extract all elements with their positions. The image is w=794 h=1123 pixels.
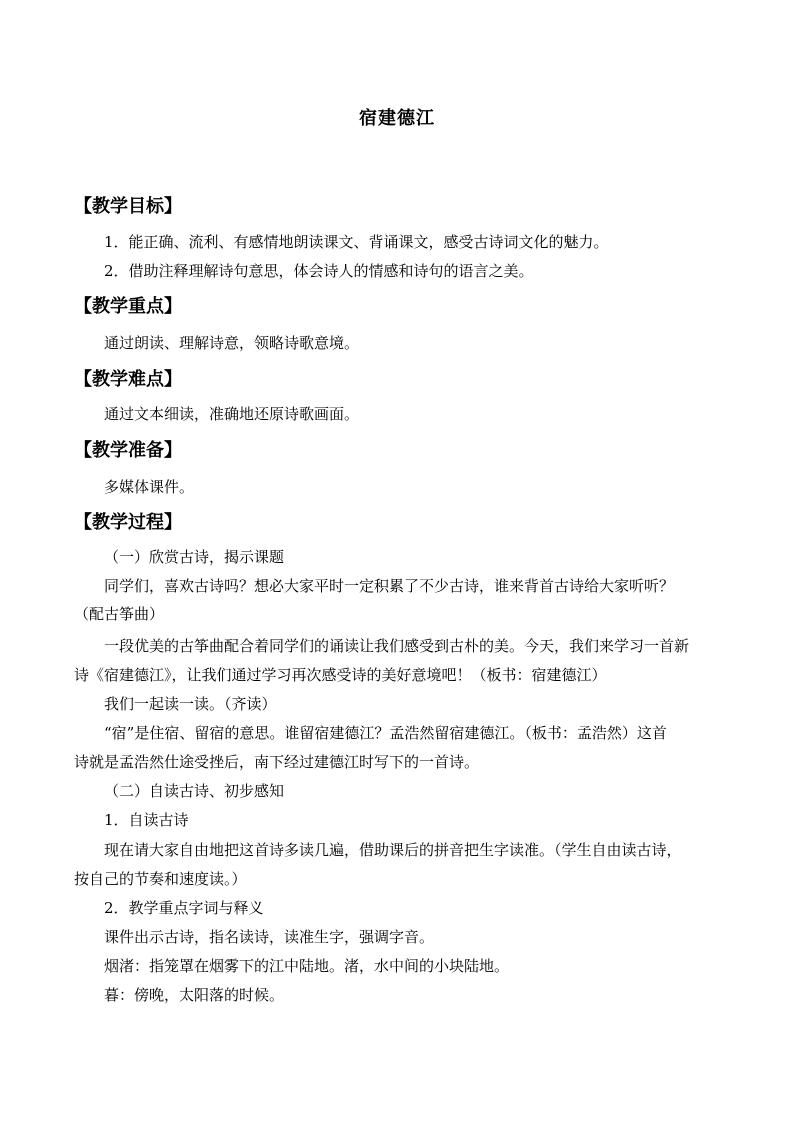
process-line-16: 暮：傍晚，太阳落的时候。 — [104, 986, 285, 1004]
document-title: 宿建德江 — [359, 108, 435, 129]
process-line-8: 诗就是孟浩然仕途受挫后，南下经过建德江时写下的一首诗。 — [74, 753, 480, 771]
key-points-text: 通过朗读、理解诗意，领略诗歌意境。 — [104, 334, 360, 352]
heading-teaching-goals: 【教学目标】 — [74, 196, 182, 217]
goal-item-1: 1．能正确、流利、有感情地朗读课文、背诵课文，感受古诗词文化的魅力。 — [104, 233, 609, 251]
process-line-11: 现在请大家自由地把这首诗多读几遍，借助课后的拼音把生字读准。（学生自由读古诗， — [104, 841, 682, 859]
process-line-3: （配古筝曲） — [74, 605, 165, 623]
process-line-10: 1．自读古诗 — [104, 811, 189, 829]
process-line-2: 同学们，喜欢古诗吗？想必大家平时一定积累了不少古诗，谁来背首古诗给大家听听？ — [104, 577, 675, 595]
difficulties-text: 通过文本细读，准确地还原诗歌画面。 — [104, 405, 360, 423]
heading-preparation: 【教学准备】 — [74, 440, 182, 461]
heading-difficulties: 【教学难点】 — [74, 369, 182, 390]
preparation-text: 多媒体课件。 — [104, 478, 195, 496]
heading-key-points: 【教学重点】 — [74, 296, 182, 317]
process-line-15: 烟渚：指笼罩在烟雾下的江中陆地。渚，水中间的小块陆地。 — [104, 957, 510, 975]
process-line-13: 2．教学重点字词与释义 — [104, 899, 264, 917]
process-line-6: 我们一起读一读。（齐读） — [104, 695, 277, 713]
process-line-14: 课件出示古诗，指名读诗，读准生字，强调字音。 — [104, 928, 435, 946]
process-line-4: 一段优美的古筝曲配合着同学们的诵读让我们感受到古朴的美。今天，我们来学习一首新 — [104, 637, 690, 655]
process-line-7: “宿”是住宿、留宿的意思。谁留宿建德江？孟浩然留宿建德江。（板书：孟浩然）这首 — [104, 724, 667, 742]
process-line-1: （一）欣赏古诗，揭示课题 — [104, 548, 285, 566]
goal-item-2: 2．借助注释理解诗句意思，体会诗人的情感和诗句的语言之美。 — [104, 262, 534, 280]
process-line-12: 按自己的节奏和速度读。） — [74, 870, 247, 888]
process-line-9: （二）自读古诗、初步感知 — [104, 782, 285, 800]
process-line-5: 诗《宿建德江》，让我们通过学习再次感受诗的美好意境吧！（板书：宿建德江） — [74, 666, 607, 684]
heading-process: 【教学过程】 — [74, 512, 182, 533]
